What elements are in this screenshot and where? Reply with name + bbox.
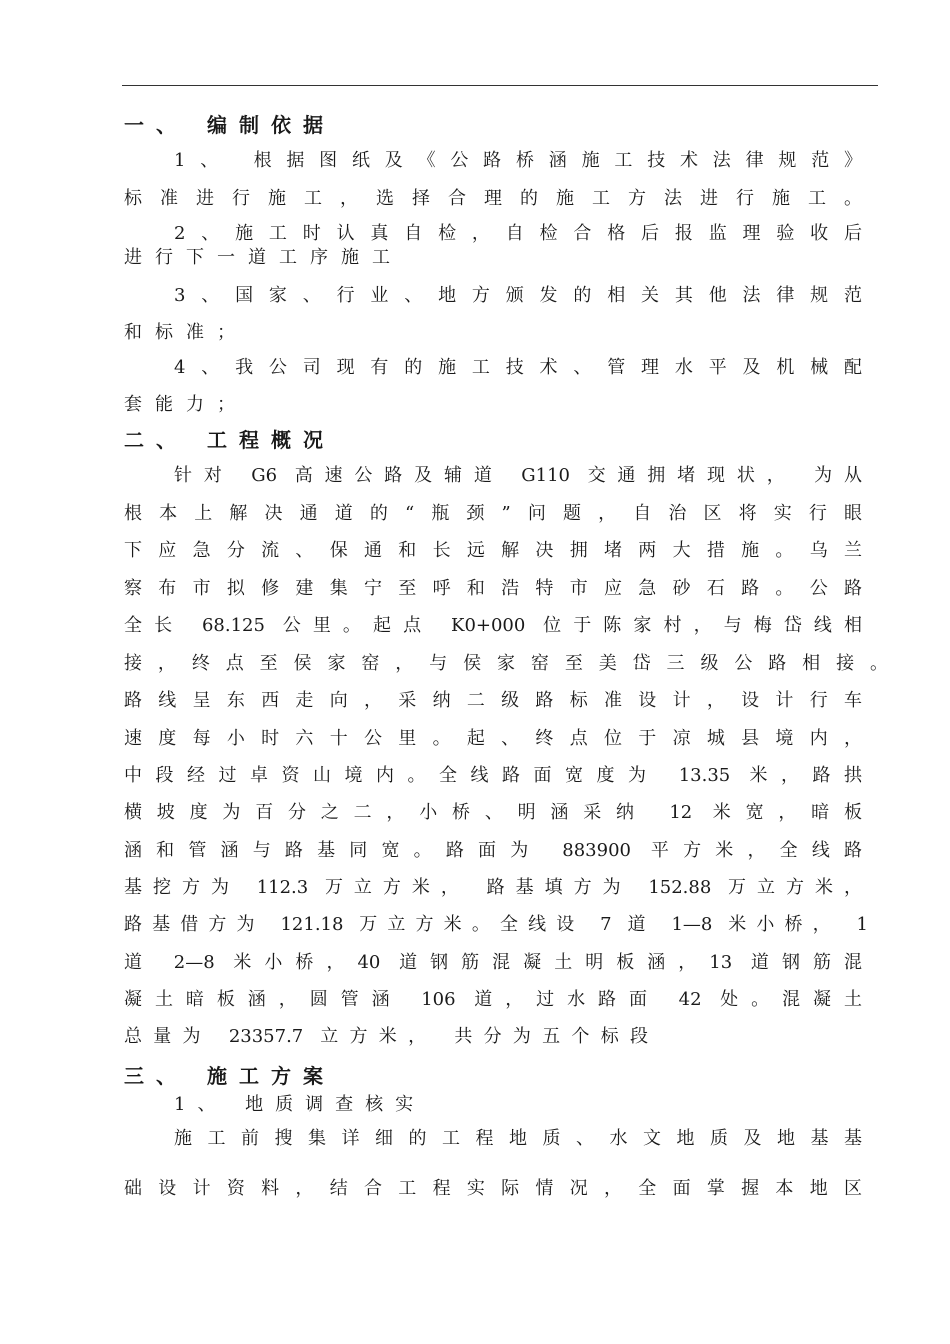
paragraph-line: 下应急分流、保通和长远解决拥堵两大措施。乌兰	[124, 540, 862, 561]
paragraph-line: 道 2—8 米小桥，40 道钢筋混凝土明板涵，13 道钢筋混	[124, 952, 862, 973]
paragraph-line: 全长 68.125 公里。起点 K0+000 位于陈家村，与梅岱线相	[124, 615, 862, 636]
paragraph-line: 横坡度为百分之二，小桥、明涵采纳 12 米宽，暗板	[124, 802, 862, 823]
paragraph-line: 中段经过卓资山境内。全线路面宽度为 13.35 米，路拱	[124, 765, 862, 786]
paragraph-line: 和标准；	[124, 322, 248, 343]
section-heading-basis: 一、 编制依据	[124, 113, 335, 137]
paragraph-line: 察布市拟修建集宁至呼和浩特市应急砂石路。公路	[124, 578, 862, 599]
paragraph-line: 根本上解决通道的“瓶颈”问题，自治区将实行眼	[124, 503, 862, 524]
subsection-heading: 1、 地质调查核实	[174, 1094, 426, 1115]
paragraph-line: 涵和管涵与路基同宽。路面为 883900 平方米，全线路	[124, 840, 862, 861]
paragraph-line: 2、施工时认真自检，自检合格后报监理验收后	[174, 223, 862, 244]
paragraph-line: 础设计资料，结合工程实际情况，全面掌握本地区	[124, 1178, 862, 1199]
paragraph-line: 进行下一道工序施工	[124, 247, 403, 268]
paragraph-line: 路线呈东西走向，采纳二级路标准设计，设计行车	[124, 690, 862, 711]
paragraph-line: 凝土暗板涵，圆管涵 106 道，过水路面 42 处。混凝土	[124, 989, 862, 1010]
paragraph-line: 套能力；	[124, 394, 248, 415]
paragraph-line: 针对 G6 高速公路及辅道 G110 交通拥堵现状， 为从	[174, 465, 862, 486]
header-rule	[122, 85, 878, 86]
paragraph-line: 1、 根据图纸及《公路桥涵施工技术法律规范》	[174, 150, 862, 171]
paragraph-line: 基挖方为 112.3 万立方米， 路基填方为 152.88 万立方米，	[124, 877, 862, 898]
section-heading-overview: 二、 工程概况	[124, 428, 335, 452]
paragraph-line: 标准进行施工，选择合理的施工方法进行施工。	[124, 188, 862, 209]
paragraph-line: 速度每小时六十公里。起、终点位于凉城县境内，	[124, 728, 862, 749]
paragraph-line: 4、我公司现有的施工技术、管理水平及机械配	[174, 357, 862, 378]
paragraph-line: 施工前搜集详细的工程地质、水文地质及地基基	[174, 1128, 862, 1149]
paragraph-line: 接，终点至侯家窑，与侯家窑至美岱三级公路相接。	[124, 653, 888, 674]
paragraph-line: 3、国家、行业、地方颁发的相关其他法律规范	[174, 285, 862, 306]
paragraph-line: 总量为 23357.7 立方米， 共分为五个标段	[124, 1026, 648, 1047]
section-heading-plan: 三、 施工方案	[124, 1064, 335, 1088]
paragraph-line: 路基借方为 121.18 万立方米。全线设 7 道 1—8 米小桥， 1	[124, 914, 868, 935]
